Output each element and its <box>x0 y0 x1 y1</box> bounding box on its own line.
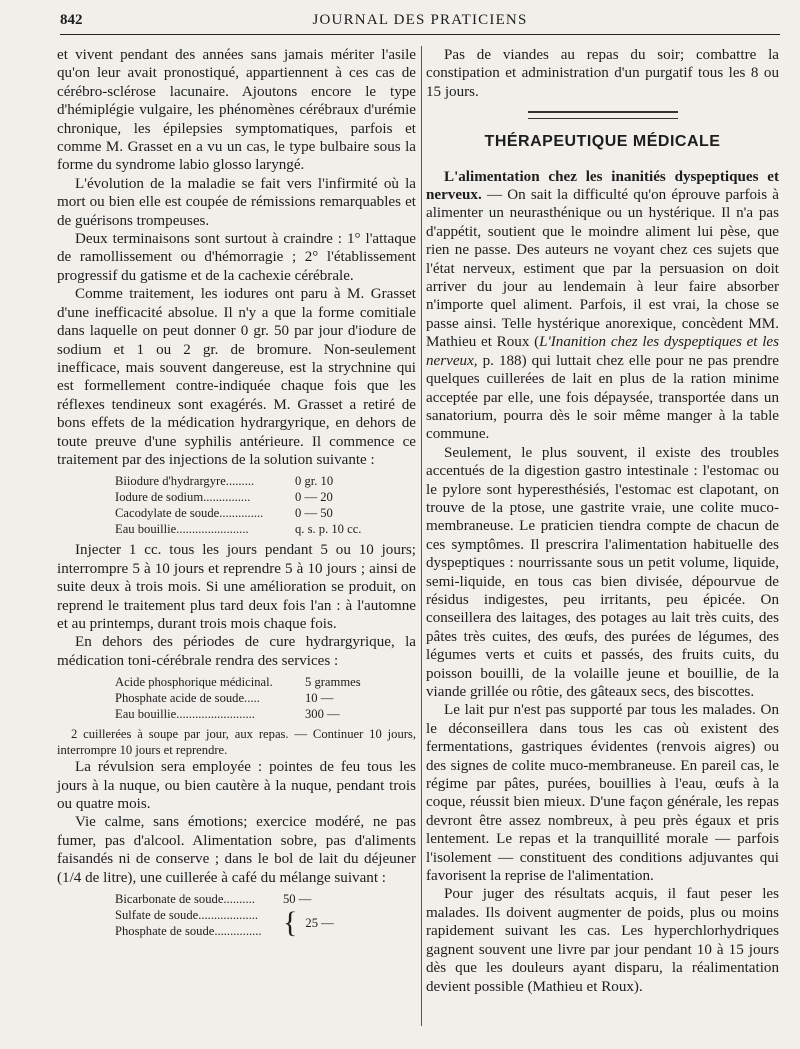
left-column <box>57 46 416 943</box>
paragraph: Le lait pur n'est pas supporté par tous les malades. On le déconseillera dans tous les cas où existent des fermentations, gastriques évidentes (renvois aigres) ou des signes de colite muco-membraneuse. En pareil cas, le régime par pâtes, purées, bouillies à l'eau, œufs à la coque, réussit bien mieux. D'une façon générale, les repas devront être assez nombreux, à peu près égaux et pris lentement. Le repas et la tranquillité morale — parfois l'isolement — constituent des conditions adjuvantes qui favorisent la reprise de l'alimentation. <box>426 702 779 885</box>
drug-name: Phosphate de soude............... <box>115 924 262 939</box>
article-reference: L'Inanition chez les dyspeptiques et les nerveux, <box>426 334 779 369</box>
running-header <box>60 10 780 35</box>
article-paragraph <box>426 168 779 444</box>
drug-dose: 0 gr. 10 <box>295 474 334 489</box>
prescription-line <box>115 521 416 537</box>
paragraph: Seulement, le plus souvent, il existe des troubles accentués de la digestion gastro intestinale : l'estomac ou le pylore sont hyperesthésiés, l'estomac est clapotant, on trouve de la ptose, une gastrite vraie, une colite muco-membraneuse. Le praticien tiendra compte de chacun de ces symptômes. Il prescrira l'alimentation habituelle des dyspeptiques : nourrissante sous un petit volume, liquide, semi-liquide, en tous cas bien divisée, dépourvue de résidus indigestes, peu irritants, peu épicée. On conseillera des laitages, des potages au lait très cuits, des pâtes très cuites, des œufs, des purées de légumes, des légumes verts et cuits et passés, des fruits cuits, du poisson bouilli, de la volaille jeune et bouillie, de la viande grillée ou rôtie, des gâteaux secs, des biscottes. <box>426 444 779 700</box>
prescription-group <box>115 907 416 939</box>
page-number: 842 <box>60 12 83 28</box>
drug-dose: q. s. p. 10 cc. <box>295 522 362 537</box>
column-rule <box>421 46 422 1026</box>
paragraph: Vie calme, sans émotions; exercice modéré, ne pas fumer, pas d'alcool. Alimentation sobre, pas d'aliments faisandés ni de conserve ; dans le bol de lait du déjeuner (1/4 de litre), une cuillerée à café du mélange suivant : <box>57 814 416 886</box>
prescription-line <box>115 674 416 690</box>
drug-dose: 300 — <box>305 707 340 722</box>
paragraph: Deux terminaisons sont surtout à craindre : 1° l'attaque de ramollissement ou d'hémorragie ; 2° l'établissement progressif du gatisme et de la cachexie cérébrale. <box>57 231 416 284</box>
drug-name: Cacodylate de soude.............. <box>115 506 264 521</box>
drug-dose: 10 — <box>305 691 334 706</box>
drug-name: Sulfate de soude................... <box>115 908 259 923</box>
drug-dose: 50 — <box>283 892 312 907</box>
paragraph: Pour juger des résultats acquis, il faut peser les malades. Ils doivent augmenter de poids, plus ou moins rapidement suivant les cas. Les hyperchlorhydriques gagnent souvent une livre par jour pendant 10 à 15 jours dès que les douleurs ayant disparu, la réalimentation devient possible (Mathieu et Roux). <box>426 886 779 995</box>
drug-name: Iodure de sodium............... <box>115 490 251 505</box>
article-title: L'alimentation chez les inanitiés dyspeptiques et nerveux. <box>426 168 779 204</box>
drug-dose: 0 — 50 <box>295 506 333 521</box>
brace-glyph: { <box>283 906 298 940</box>
article-text: p. 188) qui luttait chez elle pour ne pas prendre quelques cuillerées de lait en plus de la ration minime acceptée par elle, une fois dépaysée, transportée dans un sanatorium, pourra dès le soir même manger à la table commune. <box>426 352 779 443</box>
drug-name: Acide phosphorique médicinal. <box>115 675 273 690</box>
section-title: THÉRAPEUTIQUE MÉDICALE <box>484 133 721 151</box>
paragraph: La révulsion sera employée : pointes de feu tous les jours à la nuque, ou bien cautère à la nuque, pendant trois ou quatre mois. <box>57 759 416 812</box>
paragraph: Pas de viandes au repas du soir; combattre la constipation et administration d'un purgatif tous les 8 ou 15 jours. <box>426 47 779 100</box>
paragraph: Injecter 1 cc. tous les jours pendant 5 ou 10 jours; interrompre 5 à 10 jours et reprendre 5 à 10 jours ; ainsi de suite deux à trois mois. Si une amélioration se produit, on reprend le traitement plus tard deux fois l'an : à l'automne et au printemps, durant trois mois chaque fois. <box>57 542 416 632</box>
paragraph: et vivent pendant des années sans jamais mériter l'asile qu'on leur avait pronostiqué, appartiennent à ces cas de cérébro-sclérose lacunaire. Ajoutons encore le type d'hémiplégie vulgaire, les phénomènes cérébraux d'urémie chronique, les épilepsies symptomatiques, parfois et comme M. Grasset en a vu un cas, le type bulbaire sous la forme du syndrome labio glosso laryngé. <box>57 47 416 174</box>
drug-name: Biiodure d'hydrargyre......... <box>115 474 255 489</box>
article-text: — On sait la difficulté qu'on éprouve parfois à alimenter un neurasthénique ou un hystérique. Il n'a pas d'appétit, soutient que le moindre aliment lui pèse, que rien ne passe. Des auteurs ne voyant chez ces sujets que l'état nerveux, estiment que par la persuasion on doit arriver du jour au lendemain à leur faire absorber n'importe quel aliment. Parfois, il est vrai, la chose se passe ainsi. Telle hystérique anorexique, concèdent MM. Mathieu et Roux ( <box>426 187 779 351</box>
prescription-toni-cerebral <box>115 674 416 722</box>
drug-dose: 0 — 20 <box>295 490 333 505</box>
journal-title: JOURNAL DES PRATICIENS <box>312 12 528 28</box>
section-divider <box>528 111 678 119</box>
drug-name: Eau bouillie....................... <box>115 522 249 537</box>
dosage-instructions: 2 cuillerées à soupe par jour, aux repas. — Continuer 10 jours, interrompre 10 jours et reprendre. <box>57 727 416 758</box>
prescription-injection <box>115 473 416 537</box>
paragraph: En dehors des périodes de cure hydrargyrique, la médication toni-cérébrale rendra des services : <box>57 634 416 669</box>
drug-name: Phosphate acide de soude..... <box>115 691 260 706</box>
right-column <box>426 46 779 996</box>
drug-dose: 5 grammes <box>305 675 361 690</box>
prescription-line <box>115 690 416 706</box>
prescription-line <box>115 489 416 505</box>
paragraph: Comme traitement, les iodures ont paru à M. Grasset d'une inefficacité absolue. Il n'y a que la forme comitiale dans laquelle on peut donner 0 gr. 50 par jour d'iodure de sodium et 1 ou 2 gr. de bromure. Non-seulement inefficace, mais souvent dangereuse, est la strychnine qui est formellement contre-indiquée chaque fois que les réflexes tendineux sont exagérés. M. Grasset a retiré de bons effets de la médication hydrargyrique, en dehors de toute preuve d'une syphilis antérieure. Il commence ce traitement par des injections de la solution suivante : <box>57 286 416 468</box>
prescription-line <box>115 891 416 907</box>
drug-dose: 25 — <box>305 916 334 931</box>
prescription-mixture <box>115 891 416 939</box>
paragraph: L'évolution de la maladie se fait vers l'infirmité où la mort ou bien elle est coupée de rémissions remarquables et de guérisons trompeuses. <box>57 175 416 229</box>
drug-name: Bicarbonate de soude.......... <box>115 892 255 907</box>
prescription-line <box>115 505 416 521</box>
prescription-line <box>115 706 416 722</box>
drug-name: Eau bouillie......................... <box>115 707 255 722</box>
prescription-line <box>115 473 416 489</box>
